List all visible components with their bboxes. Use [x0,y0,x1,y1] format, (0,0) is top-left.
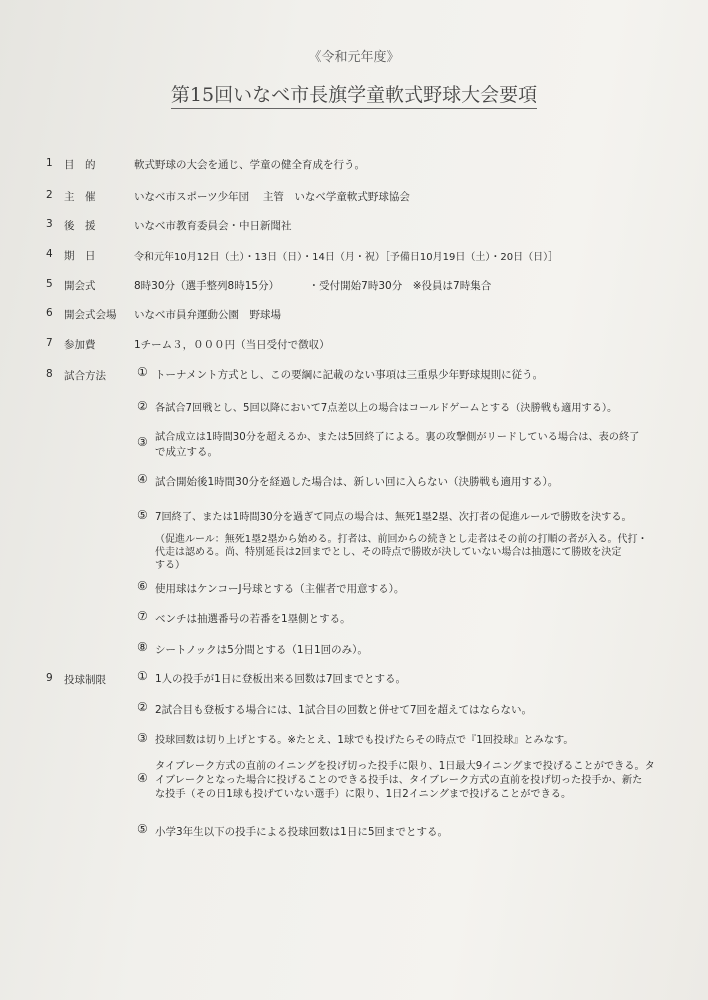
section-value: いなべ市教育委員会・中日新聞社 [134,220,292,232]
rule-note: する） [155,560,185,571]
rule-text: シートノックは5分間とする（1日1回のみ）。 [155,644,368,656]
section-number: 1 [46,157,53,169]
section-value: 1チーム３，０００円（当日受付で徴収） [134,339,330,351]
section-label: 期 日 [64,250,96,262]
section-value: 8時30分（選手整列8時15分） ・受付開始7時30分 ※役員は7時集合 [134,280,492,292]
section-label: 後 援 [64,220,96,232]
pitch-rule-mark: ② [137,700,148,714]
section-label: 投球制限 [64,674,106,686]
rule-text: 各試合7回戦とし、5回以降において7点差以上の場合はコールドゲームとする（決勝戦も適用する）。 [155,403,618,414]
section-value: いなべ市スポーツ少年団 主管 いなべ学童軟式野球協会 [134,191,410,203]
section-number: 8 [46,368,53,380]
rule-mark: ⑤ [137,508,148,522]
section-number: 7 [46,337,53,349]
rule-mark: ⑥ [137,579,148,593]
section-label: 試合方法 [64,370,106,382]
section-label: 開会式 [64,280,96,292]
pitch-rule-text: 小学3年生以下の投手による投球回数は1日に5回までとする。 [155,826,449,838]
rule-text: 使用球はケンコーJ号球とする（主催者で用意する）。 [155,583,405,595]
rule-mark: ③ [137,435,148,449]
pitch-rule-mark: ③ [137,731,148,745]
section-label: 開会式会場 [64,309,117,321]
section-number: 4 [46,248,53,260]
rule-text: 試合開始後1時間30分を経過した場合は、新しい回に入らない（決勝戦も適用する）。 [155,476,559,488]
rule-text: 試合成立は1時間30分を超えるか、または5回終了による。裏の攻撃側がリードしている場合は、表の終了 [155,432,640,443]
section-number: 5 [46,278,53,290]
pitch-rule-text: 1人の投手が1日に登板出来る回数は7回までとする。 [155,673,407,685]
pitch-rule-mark: ① [137,669,148,683]
section-number: 3 [46,218,53,230]
rule-mark: ① [137,365,148,379]
section-number: 6 [46,307,53,319]
rule-text: トーナメント方式とし、この要綱に記載のない事項は三重県少年野球規則に従う。 [155,369,544,381]
rule-text: 7回終了、または1時間30分を過ぎて同点の場合は、無死1塁2塁、次打者の促進ルールで勝敗を決する。 [155,512,632,523]
section-value: 軟式野球の大会を通じ、学童の健全育成を行う。 [134,159,365,171]
title-text: 第15回いなべ市長旗学童軟式野球大会要項 [171,84,537,109]
document-title [0,80,708,107]
section-label: 目 的 [64,159,96,171]
rule-note: 代走は認める。尚、特別延長は2回までとし、その時点で勝敗が決していない場合は抽選にて勝敗を決定 [155,547,622,558]
pitch-rule-mark: ④ [137,771,148,785]
section-value: 令和元年10月12日（土）・13日（日）・14日（月・祝）［予備日10月19日（土）・20日（日）］ [134,252,559,263]
pitch-rule-text: 2試合目も登板する場合には、1試合目の回数と併せて7回を超えてはならない。 [155,704,533,716]
rule-mark: ④ [137,472,148,486]
rule-text-cont: で成立する。 [155,446,218,458]
pitch-rule-text: 投球回数は切り上げとする。※たとえ、1球でも投げたらその時点で『1回投球』とみなす。 [155,735,574,746]
section-label: 主 催 [64,191,96,203]
pitch-rule-mark: ⑤ [137,822,148,836]
pitch-rule-text: タイブレーク方式の直前のイニングを投げ切った投手に限り、1日最大9イニングまで投げることができる。タ [155,761,655,772]
pitch-rule-text-cont: イブレークとなった場合に投げることのできる投手は、タイブレーク方式の直前を投げ切った投手か、新た [155,775,643,786]
section-value: いなべ市員弁運動公園 野球場 [134,309,281,321]
fiscal-year: 《令和元年度》 [308,50,400,65]
rule-mark: ⑧ [137,640,148,654]
rule-note: （促進ルール：無死1塁2塁から始める。打者は、前回からの続きとし走者はその前の打順の者が入る。代打・ [155,534,648,545]
section-number: 2 [46,189,53,201]
rule-mark: ② [137,399,148,413]
rule-text: ベンチは抽選番号の若番を1塁側とする。 [155,613,351,625]
section-number: 9 [46,672,53,684]
rule-mark: ⑦ [137,609,148,623]
section-label: 参加費 [64,339,96,351]
pitch-rule-text-cont: な投手（その日1球も投げていない選手）に限り、1日2イニングまで投げることができる。 [155,789,572,800]
